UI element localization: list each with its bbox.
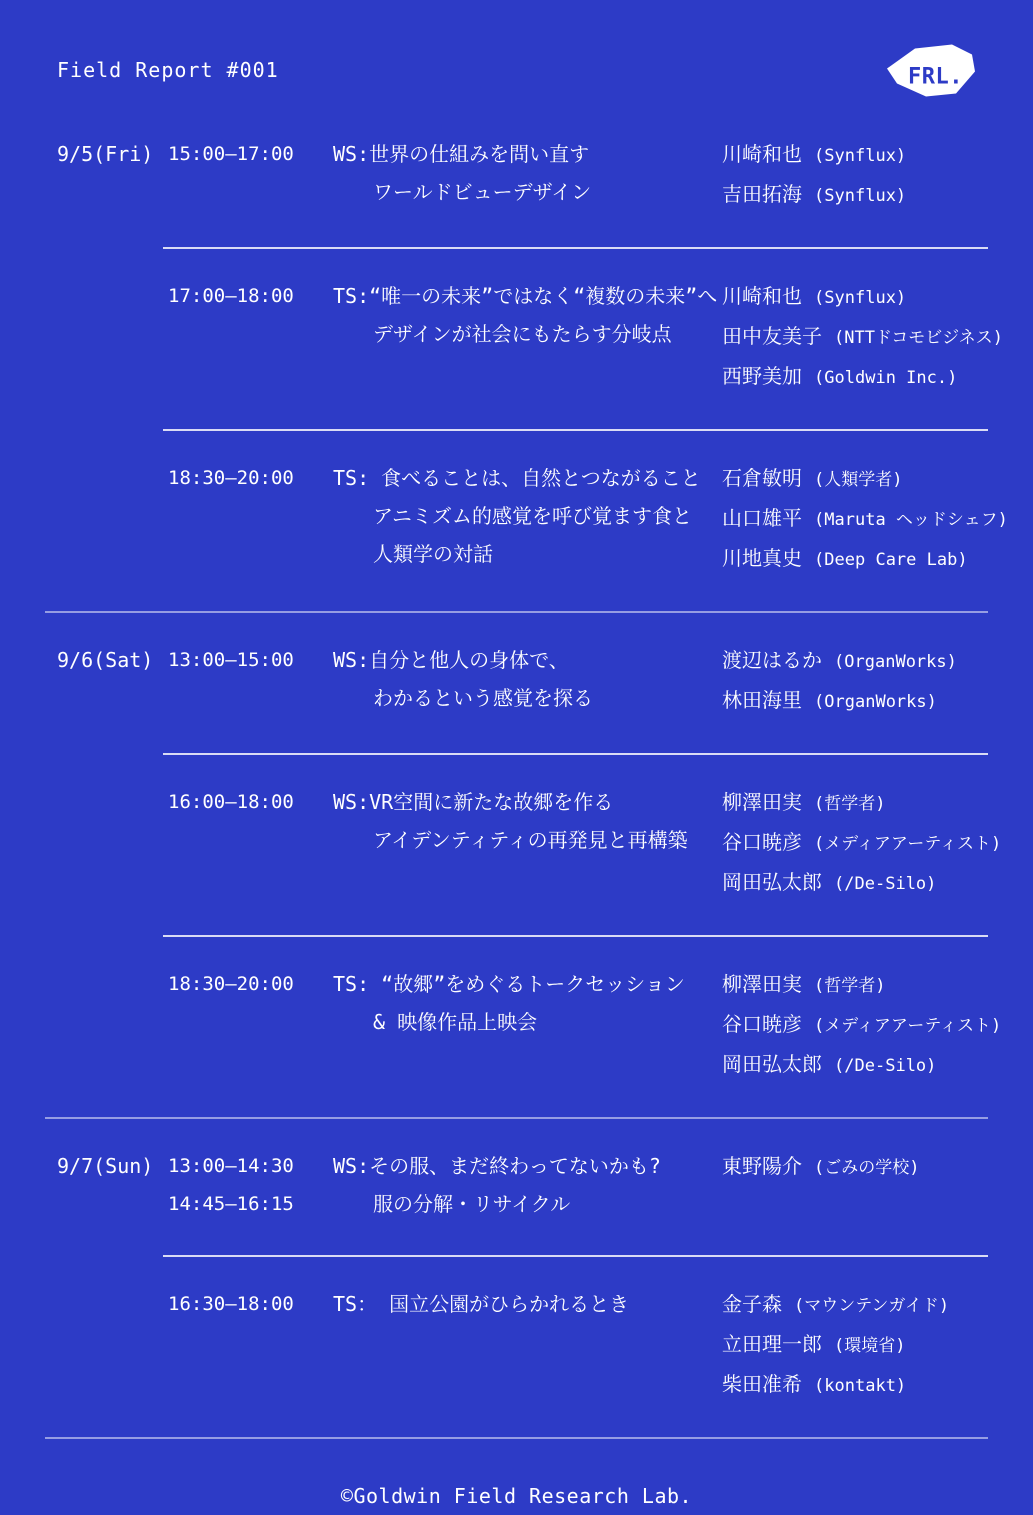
session-title — [333, 135, 722, 215]
title-line: 人類学の対話 — [373, 542, 493, 566]
speaker-name: 渡辺はるか — [722, 648, 822, 672]
speaker — [722, 823, 1002, 863]
footer-credit: ©Goldwin Field Research Lab. — [340, 1484, 693, 1508]
sessions-list — [163, 1119, 988, 1437]
title-line: アニミズム的感覚を呼び覚ます食と — [373, 504, 692, 528]
title-line: ワールドビューデザイン — [373, 180, 592, 204]
speaker-name: 林田海里 — [722, 688, 802, 712]
speaker-affiliation: (kontakt) — [814, 1376, 907, 1396]
session-row — [163, 1119, 988, 1255]
speaker-name: 立田理一郎 — [722, 1332, 822, 1356]
speaker-name: 田中友美子 — [722, 324, 822, 348]
speaker — [722, 1147, 988, 1187]
speaker — [722, 863, 988, 903]
time-text: 13:00–15:00 — [168, 649, 294, 671]
speaker — [722, 1325, 988, 1365]
session-row — [163, 613, 988, 753]
speaker-affiliation: (メディアアーティスト) — [814, 1016, 1002, 1036]
speaker — [722, 965, 988, 1005]
session-time — [168, 1285, 333, 1405]
time-text: 14:45–16:15 — [168, 1193, 294, 1215]
session-row — [163, 429, 1008, 611]
session-speakers — [722, 641, 988, 721]
title-line: 服の分解・リサイクル — [373, 1192, 571, 1216]
time-text: 15:00–17:00 — [168, 143, 294, 165]
time-text: 17:00–18:00 — [168, 285, 294, 307]
speaker-affiliation: (環境省) — [834, 1336, 906, 1356]
speaker-name: 柳澤田実 — [722, 972, 802, 996]
title-line: WS:世界の仕組みを問い直す — [333, 142, 590, 166]
speaker-name: 谷口暁彦 — [722, 1012, 802, 1036]
speaker — [722, 1285, 988, 1325]
session-row — [163, 247, 1004, 429]
session-row — [163, 107, 988, 247]
speaker-name: 西野美加 — [722, 364, 802, 388]
day-block — [45, 613, 1002, 1119]
speaker-name: 金子森 — [722, 1292, 782, 1316]
speaker-affiliation: (人類学者) — [814, 470, 903, 490]
speaker-name: 川地真史 — [722, 546, 802, 570]
title-line: WS:VR空間に新たな故郷を作る — [333, 790, 614, 814]
speaker — [722, 783, 988, 823]
sessions-list — [163, 613, 1002, 1117]
speaker-affiliation: (/De-Silo) — [834, 1056, 937, 1076]
speaker-name: 石倉敏明 — [722, 466, 802, 490]
speaker-name: 岡田弘太郎 — [722, 870, 822, 894]
speaker-name: 谷口暁彦 — [722, 830, 802, 854]
session-time — [168, 1147, 333, 1223]
session-title — [333, 783, 722, 903]
page-title: Field Report #001 — [57, 58, 279, 82]
day-label: 9/6(Sat) — [57, 648, 154, 672]
session-title — [333, 459, 722, 579]
time-text: 18:30–20:00 — [168, 467, 294, 489]
time-text: 16:30–18:00 — [168, 1293, 294, 1315]
speaker-affiliation: (OrganWorks) — [814, 692, 937, 712]
speaker-name: 吉田拓海 — [722, 182, 802, 206]
title-line: わかるという感覚を探る — [373, 686, 593, 710]
title-line: WS:自分と他人の身体で、 — [333, 648, 569, 672]
title-line: WS:その服、まだ終わってないかも? — [333, 1154, 661, 1178]
speaker-affiliation: (Maruta ヘッドシェフ) — [814, 510, 1008, 530]
speaker-affiliation: (Synflux) — [814, 186, 907, 206]
title-line: TS: 食べることは、自然とつながること — [333, 466, 701, 490]
session-title — [333, 277, 722, 397]
session-speakers — [722, 783, 1002, 903]
speaker — [722, 1045, 988, 1085]
session-title — [333, 1285, 722, 1405]
speaker-name: 川崎和也 — [722, 284, 802, 308]
speaker — [722, 277, 988, 317]
speaker — [722, 459, 988, 499]
speaker-affiliation: (Synflux) — [814, 146, 907, 166]
session-row — [163, 935, 1002, 1117]
title-line: TS:“唯一の未来”ではなく“複数の未来”へ — [333, 284, 718, 308]
session-title — [333, 641, 722, 721]
speaker — [722, 135, 988, 175]
time-text: 16:00–18:00 — [168, 791, 294, 813]
speaker-affiliation: (Goldwin Inc.) — [814, 368, 958, 388]
session-time — [168, 783, 333, 903]
session-time — [168, 965, 333, 1085]
day-block — [45, 107, 1008, 613]
speaker — [722, 357, 988, 397]
day-label: 9/7(Sun) — [57, 1154, 154, 1178]
speaker-name: 柳澤田実 — [722, 790, 802, 814]
speaker-affiliation: (Deep Care Lab) — [814, 550, 968, 570]
speaker-name: 柴田准希 — [722, 1372, 802, 1396]
session-speakers — [722, 277, 1004, 397]
time-text: 13:00–14:30 — [168, 1155, 294, 1177]
speaker-affiliation: (メディアアーティスト) — [814, 834, 1002, 854]
speaker-affiliation: (哲学者) — [814, 794, 886, 814]
speaker — [722, 539, 988, 579]
speaker-affiliation: (哲学者) — [814, 976, 886, 996]
speaker — [722, 681, 988, 721]
speaker-affiliation: (マウンテンガイド) — [794, 1296, 950, 1316]
schedule — [45, 107, 1008, 1439]
title-line: TS： 国立公園がひらかれるとき — [333, 1292, 630, 1316]
session-row — [163, 1255, 988, 1437]
speaker-name: 川崎和也 — [722, 142, 802, 166]
title-line: & 映像作品上映会 — [373, 1010, 538, 1034]
session-speakers — [722, 1285, 988, 1405]
session-time — [168, 135, 333, 215]
session-speakers — [722, 1147, 988, 1223]
speaker-affiliation: (ごみの学校) — [814, 1158, 920, 1178]
header — [0, 0, 1033, 107]
session-title — [333, 1147, 722, 1223]
speaker — [722, 499, 1008, 539]
speaker-name: 岡田弘太郎 — [722, 1052, 822, 1076]
session-time — [168, 459, 333, 579]
frl-logo-badge-icon — [885, 42, 977, 99]
speaker-affiliation: (NTTドコモビジネス) — [834, 328, 1004, 348]
session-title — [333, 965, 722, 1085]
speaker — [722, 1005, 1002, 1045]
speaker-affiliation: (/De-Silo) — [834, 874, 937, 894]
speaker-affiliation: (Synflux) — [814, 288, 907, 308]
title-line: デザインが社会にもたらす分岐点 — [373, 322, 672, 346]
session-speakers — [722, 135, 988, 215]
session-speakers — [722, 965, 1002, 1085]
session-time — [168, 641, 333, 721]
speaker — [722, 175, 988, 215]
session-row — [163, 753, 1002, 935]
session-speakers — [722, 459, 1008, 579]
speaker — [722, 1365, 988, 1405]
session-time — [168, 277, 333, 397]
speaker-name: 東野陽介 — [722, 1154, 802, 1178]
sessions-list — [163, 107, 1008, 611]
title-line: アイデンティティの再発見と再構築 — [373, 828, 688, 852]
speaker-name: 山口雄平 — [722, 506, 802, 530]
speaker-affiliation: (OrganWorks) — [834, 652, 957, 672]
day-label: 9/5(Fri) — [57, 142, 154, 166]
logo-text: FRL. — [908, 64, 963, 90]
speaker — [722, 641, 988, 681]
day-block — [45, 1119, 988, 1439]
title-line: TS: “故郷”をめぐるトークセッション — [333, 972, 685, 996]
speaker — [722, 317, 1004, 357]
time-text: 18:30–20:00 — [168, 973, 294, 995]
